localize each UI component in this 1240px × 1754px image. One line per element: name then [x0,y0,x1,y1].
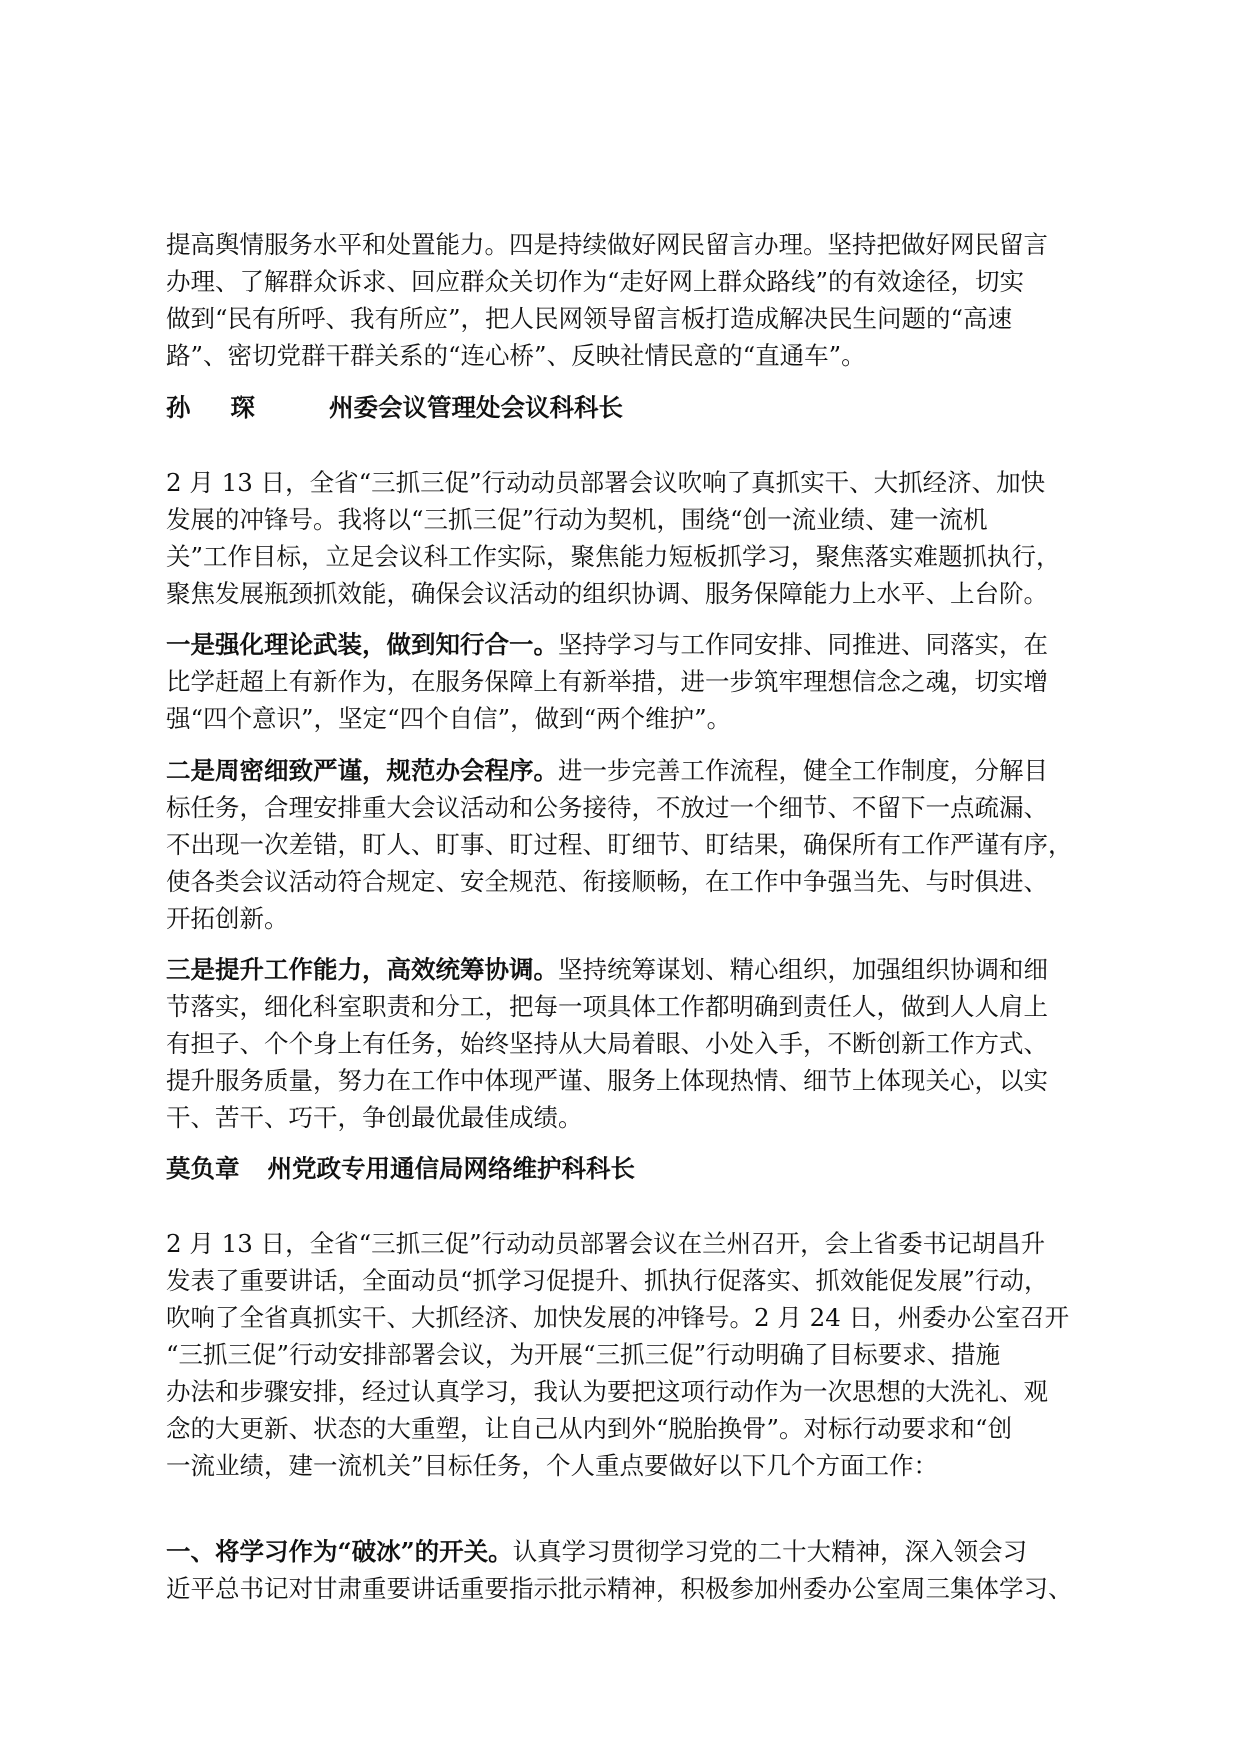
paragraph-3 [166,626,1086,737]
person-name: 琛 [230,393,255,422]
paragraph-line: 办理、了解群众诉求、回应群众关切作为“走好网上群众路线”的有效途径，切实 [166,267,1025,296]
paragraph-line: 提高舆情服务水平和处置能力。四是持续做好网民留言办理。坚持把做好网民留言 [166,230,1048,259]
person-name: 孙 [166,393,191,422]
paragraph-line: 强“四个意识”，坚定“四个自信”，做到“两个维护”。 [166,704,732,733]
paragraph-line: 2 月 13 日，全省“三抓三促”行动动员部署会议吹响了真抓实干、大抓经济、加快 [166,468,1046,497]
paragraph-6 [166,1225,1086,1484]
person-name: 莫负章 [166,1154,240,1183]
paragraph-line: 认真学习贯彻学习党的二十大精神，深入领会习 [512,1537,1028,1566]
paragraph-line: 干、苦干、巧干，争创最优最佳成绩。 [166,1103,583,1132]
paragraph-line: 念的大更新、状态的大重塑，让自己从内到外“脱胎换骨”。对标行动要求和“创 [166,1414,1013,1443]
paragraph-line: 使各类会议活动符合规定、安全规范、衔接顺畅，在工作中争强当先、与时俱进、 [166,867,1048,896]
paragraph-line: 近平总书记对甘肃重要讲话重要指示批示精神，积极参加州委办公室周三集体学习、 [166,1574,1073,1603]
paragraph-line: 比学赶超上有新作为，在服务保障上有新举措，进一步筑牢理想信念之魂，切实增 [166,667,1048,696]
paragraph-line: 发表了重要讲话，全面动员“抓学习促提升、抓执行促落实、抓效能促发展”行动， [166,1266,1049,1295]
paragraph-5 [166,951,1086,1136]
person-title: 州党政专用通信局网络维护科科长 [267,1154,635,1183]
paragraph-lead: 三是提升工作能力，高效统筹协调。 [166,955,558,984]
paragraph-1 [166,226,1086,374]
paragraph-4 [166,752,1086,937]
paragraph-line: 路”、密切党群干群关系的“连心桥”、反映社情民意的“直通车”。 [166,341,866,370]
paragraph-line: 坚持学习与工作同安排、同推进、同落实，在 [558,630,1048,659]
paragraph-line: “三抓三促”行动安排部署会议，为开展“三抓三促”行动明确了目标要求、措施 [166,1340,1001,1369]
person-heading-2 [166,1150,1086,1187]
paragraph-line: 节落实，细化科室职责和分工，把每一项具体工作都明确到责任人，做到人人肩上 [166,992,1048,1021]
paragraph-lead: 一、将学习作为“破冰”的开关。 [166,1537,513,1566]
paragraph-line: 坚持统筹谋划、精心组织，加强组织协调和细 [558,955,1048,984]
paragraph-line: 进一步完善工作流程，健全工作制度，分解目 [558,756,1048,785]
paragraph-line: 关”工作目标，立足会议科工作实际，聚焦能力短板抓学习，聚焦落实难题抓执行， [166,542,1061,571]
paragraph-line: 提升服务质量，努力在工作中体现严谨、服务上体现热情、细节上体现关心，以实 [166,1066,1048,1095]
paragraph-line: 聚焦发展瓶颈抓效能，确保会议活动的组织协调、服务保障能力上水平、上台阶。 [166,579,1048,608]
paragraph-line: 做到“民有所呼、我有所应”，把人民网领导留言板打造成解决民生问题的“高速 [166,304,1013,333]
paragraph-line: 开拓创新。 [166,904,289,933]
paragraph-line: 2 月 13 日，全省“三抓三促”行动动员部署会议在兰州召开，会上省委书记胡昌升 [166,1229,1046,1258]
paragraph-lead: 一是强化理论武装，做到知行合一。 [166,630,558,659]
paragraph-7 [166,1533,1086,1607]
paragraph-lead: 二是周密细致严谨，规范办会程序。 [166,756,558,785]
person-title: 州委会议管理处会议科科长 [329,393,623,422]
person-heading-1 [166,389,1086,426]
paragraph-2 [166,464,1086,612]
paragraph-line: 一流业绩，建一流机关”目标任务，个人重点要做好以下几个方面工作： [166,1451,939,1480]
paragraph-line: 不出现一次差错，盯人、盯事、盯过程、盯细节、盯结果，确保所有工作严谨有序， [166,830,1073,859]
paragraph-line: 标任务，合理安排重大会议活动和公务接待，不放过一个细节、不留下一点疏漏、 [166,793,1048,822]
paragraph-line: 办法和步骤安排，经过认真学习，我认为要把这项行动作为一次思想的大洗礼、观 [166,1377,1048,1406]
paragraph-line: 有担子、个个身上有任务，始终坚持从大局着眼、小处入手，不断创新工作方式、 [166,1029,1048,1058]
paragraph-line: 吹响了全省真抓实干、大抓经济、加快发展的冲锋号。2 月 24 日，州委办公室召开 [166,1303,1070,1332]
paragraph-line: 发展的冲锋号。我将以“三抓三促”行动为契机，围绕“创一流业绩、建一流机 [166,505,988,534]
